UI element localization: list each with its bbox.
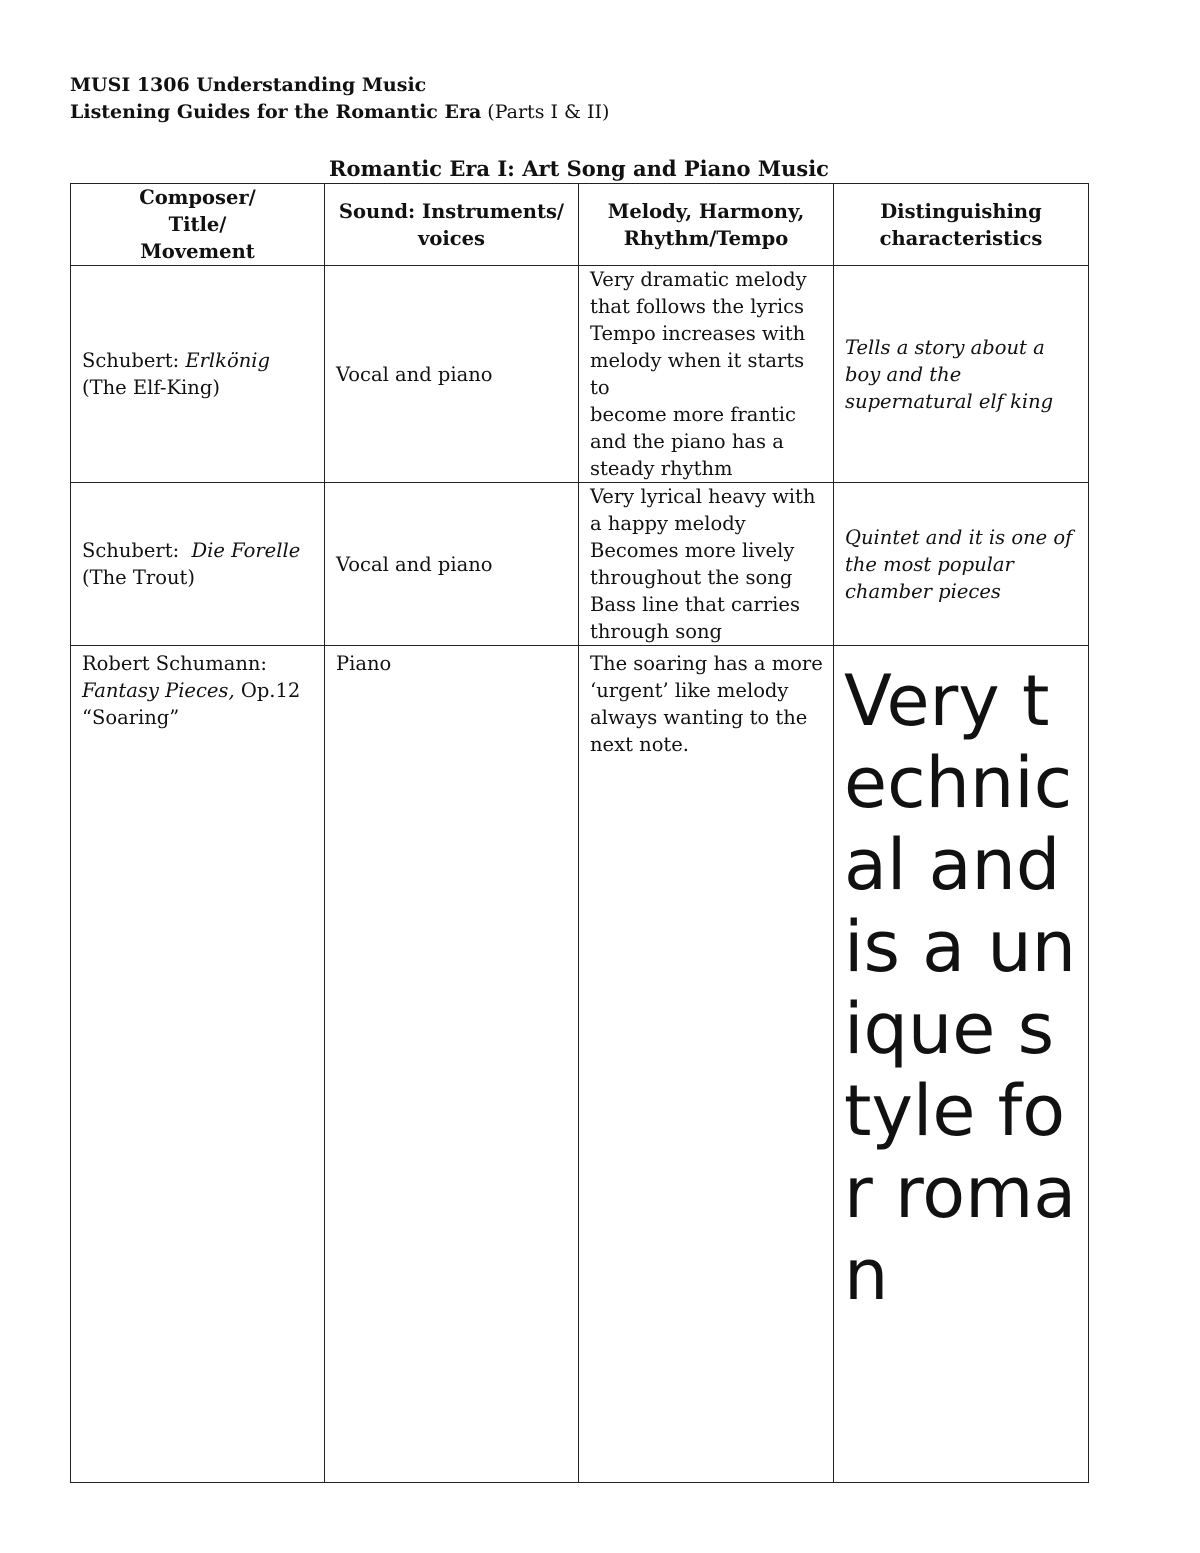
table-row bbox=[71, 266, 1089, 483]
table-title: Romantic Era I: Art Song and Piano Music bbox=[329, 156, 829, 181]
melody-line: melody when it starts to bbox=[590, 349, 805, 399]
sound-cell: Vocal and piano bbox=[325, 266, 579, 483]
column-header-line: Movement bbox=[140, 240, 255, 263]
melody-line: Very dramatic melody bbox=[590, 268, 807, 291]
melody-cell bbox=[579, 483, 834, 646]
characteristics-cell: Very technical and is a unique style for roman bbox=[834, 646, 1089, 1483]
melody-line: next note. bbox=[590, 733, 690, 756]
opus-number: Op.12 bbox=[234, 679, 301, 702]
subtitle-parts: (Parts I & II) bbox=[481, 101, 610, 123]
work-translation: (The Elf-King) bbox=[82, 376, 220, 399]
characteristics-line: boy and the bbox=[845, 362, 962, 386]
table-header-row bbox=[71, 184, 1089, 266]
column-header-line: Melody, Harmony, bbox=[607, 199, 805, 223]
melody-cell bbox=[579, 266, 834, 483]
melody-line: a happy melody bbox=[590, 512, 746, 535]
column-header-line: Distinguishing bbox=[880, 199, 1042, 223]
column-header-characteristics bbox=[834, 184, 1089, 266]
melody-line: and the piano has a bbox=[590, 430, 784, 453]
melody-line: throughout the song bbox=[590, 566, 793, 589]
column-header-melody bbox=[579, 184, 834, 266]
melody-cell bbox=[579, 646, 834, 1483]
work-title: Erlkönig bbox=[185, 349, 270, 372]
listening-guide-table bbox=[70, 183, 1089, 1483]
melody-line: Very lyrical heavy with bbox=[590, 485, 816, 508]
composer-cell bbox=[71, 646, 325, 1483]
composer-cell bbox=[71, 266, 325, 483]
column-header-line: Rhythm/Tempo bbox=[623, 226, 789, 250]
course-title: MUSI 1306 Understanding Music bbox=[70, 74, 427, 96]
characteristics-cell bbox=[834, 483, 1089, 646]
characteristics-line: Quintet and it is one of bbox=[845, 525, 1073, 549]
characteristics-line: chamber pieces bbox=[845, 579, 1001, 603]
composer-title-line bbox=[82, 347, 316, 374]
work-title: Die Forelle bbox=[191, 539, 301, 562]
column-header-sound bbox=[325, 184, 579, 266]
composer-title-line bbox=[82, 677, 316, 704]
column-header-line: Sound: Instruments/ bbox=[338, 199, 565, 223]
melody-line: Becomes more lively bbox=[590, 539, 795, 562]
melody-line: through song bbox=[590, 620, 723, 643]
characteristics-cell bbox=[834, 266, 1089, 483]
melody-line: that follows the lyrics bbox=[590, 295, 804, 318]
table-row bbox=[71, 483, 1089, 646]
characteristics-line: the most popular bbox=[845, 552, 1014, 576]
document-subtitle bbox=[70, 101, 609, 123]
table-row bbox=[71, 646, 1089, 1483]
column-header-line: Composer/ bbox=[139, 186, 256, 209]
subtitle-bold: Listening Guides for the Romantic Era bbox=[70, 101, 482, 123]
characteristics-line: Tells a story about a bbox=[845, 335, 1045, 359]
melody-line: Bass line that carries bbox=[590, 593, 800, 616]
work-translation: (The Trout) bbox=[82, 566, 195, 589]
column-header-line: Title/ bbox=[168, 213, 227, 236]
composer-name: Schubert: bbox=[82, 539, 192, 562]
sound-cell: Piano bbox=[325, 646, 579, 1483]
composer-cell bbox=[71, 483, 325, 646]
composer-name: Robert Schumann: bbox=[82, 652, 268, 675]
characteristics-line: supernatural elf king bbox=[845, 389, 1054, 413]
composer-title-line bbox=[82, 537, 316, 564]
column-header-line: voices bbox=[417, 226, 485, 250]
sound-cell: Vocal and piano bbox=[325, 483, 579, 646]
melody-line: steady rhythm bbox=[590, 457, 733, 480]
melody-line: ‘urgent’ like melody bbox=[590, 679, 789, 702]
work-title: Fantasy Pieces, bbox=[82, 679, 235, 702]
composer-name: Schubert: bbox=[82, 349, 186, 372]
melody-line: always wanting to the bbox=[590, 706, 808, 729]
melody-line: become more frantic bbox=[590, 403, 796, 426]
melody-line: The soaring has a more bbox=[590, 652, 823, 675]
column-header-line: characteristics bbox=[879, 226, 1043, 250]
melody-line: Tempo increases with bbox=[590, 322, 806, 345]
column-header-composer bbox=[71, 184, 325, 266]
movement-name: “Soaring” bbox=[82, 706, 180, 729]
